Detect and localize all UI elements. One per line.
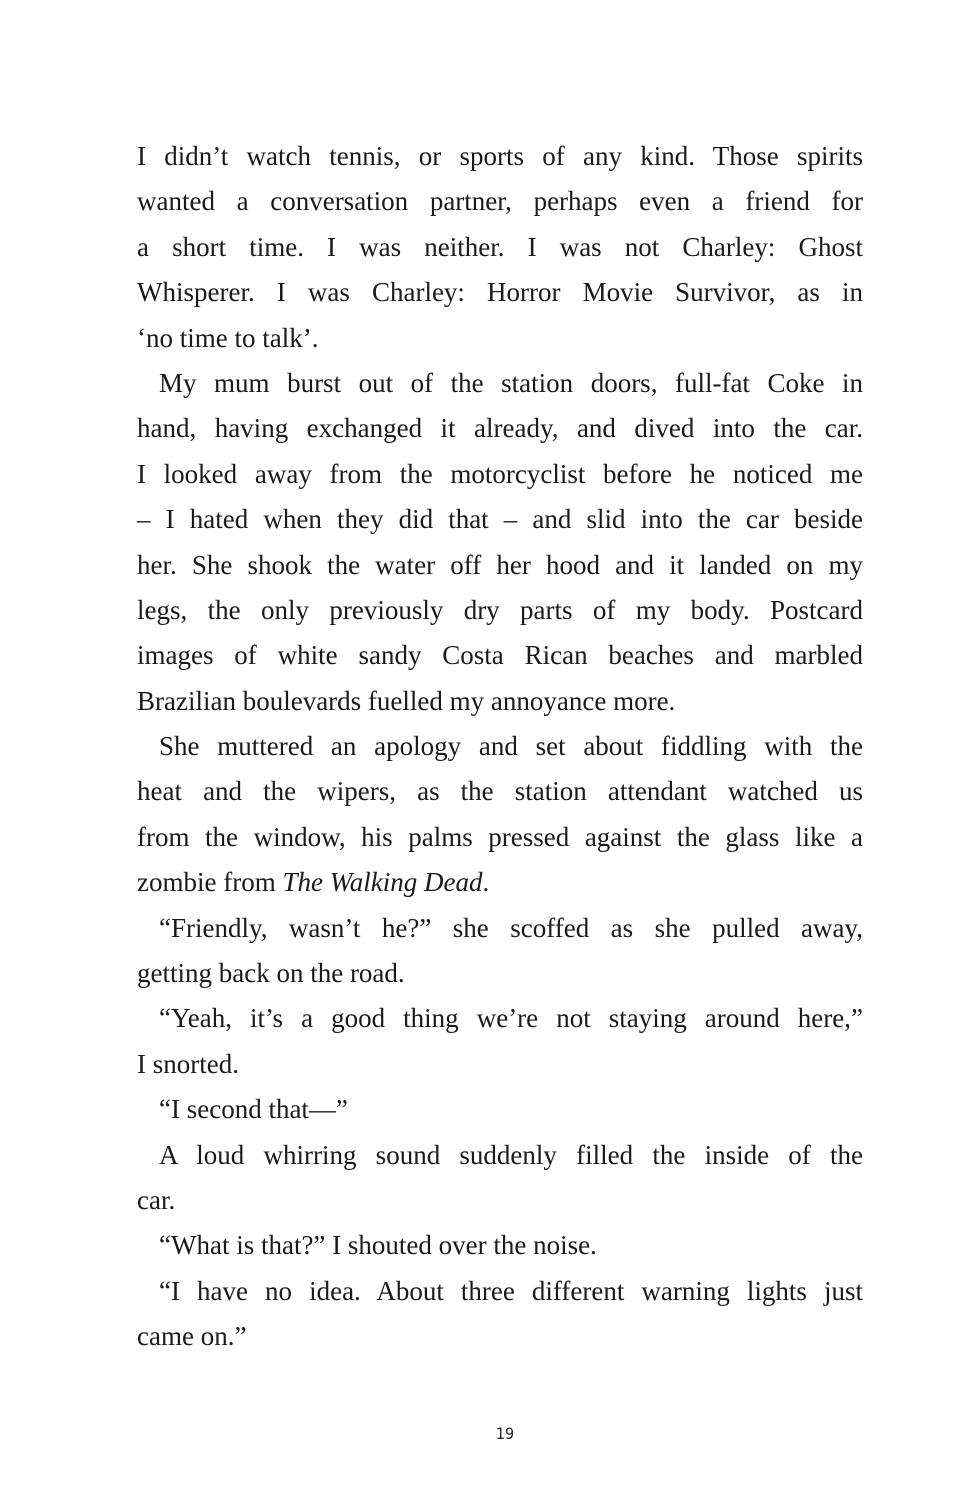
text-segment: her. She shook the water off her hood and it landed on my (137, 549, 863, 580)
text-line (137, 633, 863, 678)
text-line (137, 1314, 863, 1359)
text-segment: heat and the wipers, as the station attendant watched us (137, 776, 863, 807)
text-segment: My mum burst out of the station doors, full-fat Coke in (159, 367, 863, 398)
text-segment: zombie from (137, 867, 283, 898)
paragraph (137, 906, 863, 997)
text-line (137, 406, 863, 451)
text-segment: car. (137, 1184, 176, 1215)
paragraph (137, 1087, 863, 1132)
text-segment: She muttered an apology and set about fiddling with the (159, 731, 863, 762)
text-segment: I snorted. (137, 1048, 239, 1079)
text-line (137, 724, 863, 769)
text-line (137, 179, 863, 224)
text-line (137, 815, 863, 860)
text-line (137, 1223, 863, 1268)
text-segment: A loud whirring sound suddenly filled the inside of the (159, 1139, 863, 1170)
text-segment: “I second that—” (159, 1094, 348, 1125)
text-line (137, 1133, 863, 1178)
body-text (137, 134, 863, 1360)
paragraph (137, 134, 863, 361)
text-segment: hand, having exchanged it already, and dived into the car. (137, 413, 863, 444)
text-segment: came on.” (137, 1321, 247, 1352)
text-segment: I didn’t watch tennis, or sports of any kind. Those spirits (137, 141, 863, 171)
paragraph (137, 361, 863, 724)
text-segment: getting back on the road. (137, 958, 405, 989)
text-segment: images of white sandy Costa Rican beaches and marbled (137, 640, 863, 671)
paragraph (137, 996, 863, 1087)
text-segment: “Yeah, it’s a good thing we’re not staying around here,” (159, 1003, 863, 1034)
paragraph (137, 1223, 863, 1268)
text-line (137, 452, 863, 497)
text-line (137, 769, 863, 814)
text-line (137, 361, 863, 406)
paragraph (137, 1269, 863, 1360)
text-line (137, 1269, 863, 1314)
text-segment: ‘no time to talk’. (137, 322, 319, 353)
text-segment: “I have no idea. About three different warning lights just (159, 1275, 863, 1306)
text-segment: . (482, 867, 490, 898)
text-line (137, 1087, 863, 1132)
text-segment: a short time. I was neither. I was not Charley: Ghost (137, 231, 863, 262)
text-line (137, 951, 863, 996)
italic-title: The Walking Dead (282, 867, 483, 898)
text-segment: “What is that?” I shouted over the noise. (159, 1230, 597, 1261)
text-line (137, 679, 863, 724)
text-line (137, 225, 863, 270)
text-line (137, 497, 863, 542)
text-segment: from the window, his palms pressed against the glass like a (137, 821, 863, 852)
page-number: 19 (495, 1424, 515, 1443)
text-line (137, 316, 863, 361)
text-line (137, 906, 863, 951)
paragraph (137, 724, 863, 906)
text-segment: I looked away from the motorcyclist before he noticed me (137, 458, 863, 489)
text-segment: – I hated when they did that – and slid into the car beside (137, 504, 863, 535)
text-line (137, 543, 863, 588)
paragraph (137, 1133, 863, 1224)
text-line (137, 270, 863, 315)
text-line (137, 860, 863, 905)
text-segment: Brazilian boulevards fuelled my annoyance more. (137, 685, 676, 716)
text-line (137, 1178, 863, 1223)
text-segment: Whisperer. I was Charley: Horror Movie Survivor, as in (137, 277, 863, 308)
text-line (137, 996, 863, 1041)
text-segment: legs, the only previously dry parts of my body. Postcard (137, 594, 863, 625)
text-line (137, 134, 863, 179)
text-segment: wanted a conversation partner, perhaps even a friend for (137, 186, 863, 217)
text-line (137, 588, 863, 633)
text-segment: “Friendly, wasn’t he?” she scoffed as she pulled away, (159, 912, 863, 943)
text-line (137, 1042, 863, 1087)
